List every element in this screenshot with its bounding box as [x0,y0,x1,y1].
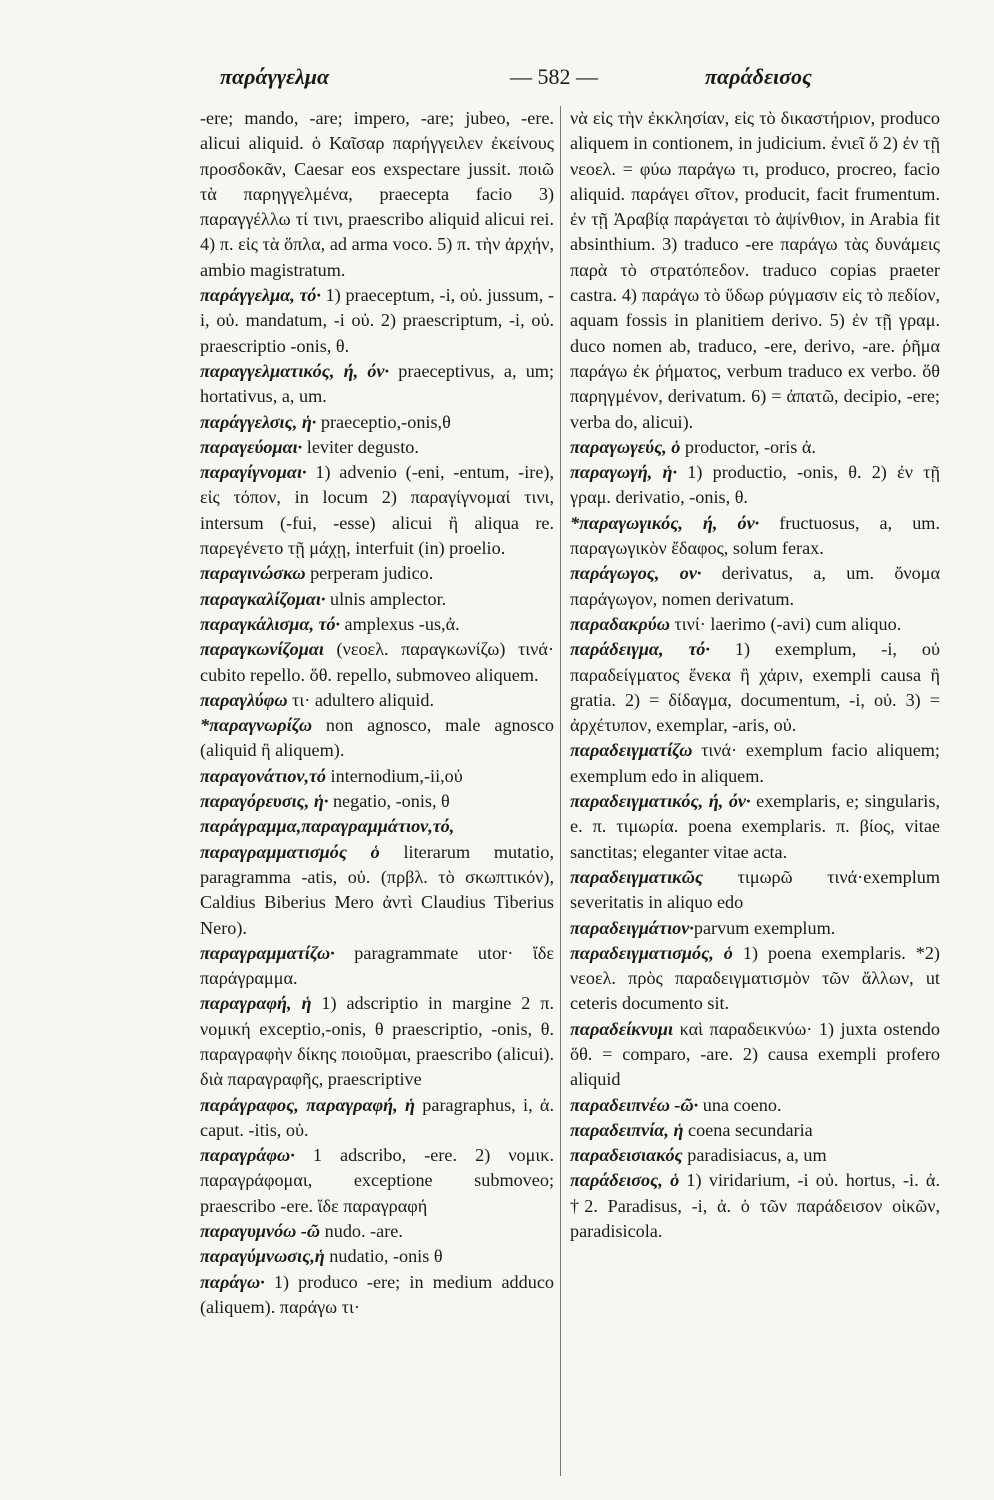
entry-definition: ulnis amplector. [325,588,447,609]
dictionary-entry [570,561,940,612]
entry-headword: παραδειγματισμός, ὁ [570,942,733,963]
entry-definition: τινί· laerimo (-avi) cum aliquo. [669,613,902,634]
page-header [170,58,934,98]
entry-headword: παραγραμματίζω· [200,942,335,963]
entry-headword: παραγράφω· [200,1145,295,1166]
dictionary-entry [570,738,940,789]
entry-headword: παραγωγή, ἡ· [570,462,677,483]
entry-definition: derivatus, a, um. ὄνομα παράγωγον, nomen derivatum. [570,563,940,609]
dictionary-entry [200,688,554,713]
dictionary-entry [200,1244,554,1269]
dictionary-entry [200,764,554,789]
dictionary-entry [570,637,940,738]
entry-definition: 1) poena exemplaris. *2) νεοελ. πρὸς παραδειγματισμὸν τῶν ἄλλων, ut ceteris documento sit. [570,942,940,1014]
dictionary-entry [200,789,554,814]
entry-headword: παραδείκνυμι [570,1018,674,1039]
entry-definition: paragraphus, i, ἀ. caput. -itis, οὐ. [200,1094,554,1140]
entry-headword: παραδειγματίζω [570,740,693,761]
entry-definition: paragrammate utor· ἴδε παράγραμμα. [200,942,554,989]
entry-definition: nudatio, -onis θ [324,1246,443,1267]
entry-definition: praeceptio,-onis,θ [316,411,451,432]
entry-headword: παράγω· [200,1271,265,1292]
entry-headword: παραγονάτιον,τό [200,765,326,786]
entry-definition: una coeno. [698,1094,782,1115]
entry-headword: παραδειπνέω -ῶ· [570,1094,699,1115]
entry-definition: 1) advenio (-eni, -entum, -ire), εἰς τόπον, in locum 2) παραγίγνομαί τινι, intersum (-fui, -esse) alicui ἢ aliqua re. παρεγένετο τῇ μάχῃ, interfuit (in) proelio. [200,462,554,559]
entry-definition: leviter degusto. [302,436,419,457]
dictionary-entry [570,1093,940,1118]
dictionary-entry [570,460,940,511]
dictionary-entry [200,1143,554,1219]
entry-definition: 1) viridarium, -i οὐ. hortus, -i. ἀ. †2. Paradisus, -i, ἀ. ὁ τῶν παράδεισον οἰκῶν, paradisicola. [570,1170,940,1242]
entry-definition: 1) exemplum, -i, οὐ παραδείγματος ἕνεκα ἢ χάριν, exempli causa ἢ gratia. 2) = δίδαγμα, documentum, -i, οὐ. 3) = ἀρχέτυπον, exemplar, -aris, οὐ. [570,639,940,736]
entry-definition: perperam judico. [305,563,434,584]
entry-headword: παράγωγος, ον· [570,563,702,584]
column-divider [560,106,561,1476]
dictionary-entry [570,865,940,916]
entry-headword: παραγλύφω [200,689,288,710]
dictionary-entry [200,410,554,435]
dictionary-entry [570,106,940,435]
entry-definition: nudo. -are. [320,1221,403,1242]
dictionary-entry [200,460,554,561]
entry-definition: literarum mutatio, paragramma -atis, οὐ. (πρβλ. τὸ σκωπτικόν), Caldius Biberius Mero ἀντὶ Claudius Tiberius Nero). [200,841,554,938]
entry-headword: παραγεύομαι· [200,436,303,457]
entry-headword: *παραγωγικός, ή, όν· [570,512,760,533]
header-right-guide-word: παράδεισος [705,64,812,89]
entry-definition: internodium,-ii,οὐ [325,765,463,786]
entry-headword: παραγύμνωσις,ἡ [200,1246,325,1267]
entry-definition: 1) productio, -onis, θ. 2) ἐν τῇ γραμ. derivatio, -onis, θ. [570,462,940,508]
left-column [200,106,554,1486]
entry-headword: παραγόρευσις, ἡ· [200,791,329,812]
entry-headword: παραδειγματικῶς [570,866,704,887]
entry-definition: praeceptivus, a, um; hortativus, a, um. [200,360,554,407]
dictionary-entry [570,612,940,637]
entry-headword: παράγγελμα, τό· [200,285,321,306]
entry-headword: παραδειγματικός, ή, όν· [570,791,751,812]
entry-definition: -ere; mando, -are; impero, -are; jubeo, -ere. alicui aliquid. ὁ Καῖσαρ παρήγγειλεν ἐκείνους προσδοκᾶν, Caesar eos exspectare jussit. ποιῶ τὰ παρηγγελμένα, praecepta facio 3) παραγγέλλω τί τινι, praescribo aliquid alicui rei. 4) π. εἰς τὰ ὅπλα, ad arma voco. 5) π. τὴν ἀρχήν, ambio magistratum. [200,108,554,280]
entry-definition: (νεοελ. παραγκωνίζω) τινά· cubito repello. ὅθ. repello, submoveo aliquem. [200,639,554,685]
dictionary-entry [570,941,940,1017]
entry-headword: παραδεισιακός [570,1145,683,1166]
dictionary-entry [200,283,554,359]
dictionary-entry [200,991,554,1092]
dictionary-entry [200,435,554,460]
entry-headword: παραγκαλίζομαι· [200,588,326,609]
entry-definition: parvum exemplum. [693,917,836,938]
entry-definition: τινά· exemplum facio aliquem; exemplum edo in aliquem. [570,740,940,786]
dictionary-entry [200,814,554,940]
entry-definition: negatio, -onis, θ [328,791,450,812]
entry-headword: παραγωγεύς, ὁ [570,436,681,457]
dictionary-entry [200,1093,554,1144]
entry-headword: παραγραφή, ἡ [200,993,312,1014]
entry-headword: παράδεισος, ὁ [570,1170,680,1191]
entry-definition: νὰ εἰς τὴν ἐκκλησίαν, εἰς τὸ δικαστήριον, produco aliquem in contionem, in judicium. ἐνιεῖ ὅ 2) ἐν τῇ νεοελ. = φύω παράγω τι, produco, procreo, facio aliquid. παράγει σῖτον, producit, facit frumentum. ἐν τῇ Ἀραβίᾳ παράγεται τὸ ἀψίνθιον, in Arabia fit absinthium. 3) traduco -ere παράγω τὰς δυνάμεις παρὰ τὸ στρατόπεδον. traduco copias praeter castra. 4) παράγω τὸ ὕδωρ ρύγμασιν εἰς τὸ πεδίον, aquam fossis in planitiem derivo. 5) ἐν τῇ γραμ. duco nomen ab, traduco, -ere, derivo, -are. ῥῆμα παράγω ἐκ ῥήματος, verbum traduco ex verbo. ὅθ παρηγμένον, derivatum. 6) = ἀπατῶ, decipio, -ere; verba do, alicui). [570,108,940,432]
dictionary-entry [570,1118,940,1143]
entry-headword: παράδειγμα, τό· [570,639,710,660]
dictionary-entry [570,1168,940,1244]
header-left-guide-word: παράγγελμα [220,64,330,89]
entry-definition: paradisiacus, a, um [682,1145,827,1166]
dictionary-entry [570,789,940,865]
dictionary-entry [570,1017,940,1093]
right-column [570,106,940,1486]
dictionary-entry [200,612,554,637]
dictionary-entry [200,587,554,612]
dictionary-entry [200,941,554,992]
dictionary-entry [200,106,554,283]
entry-definition: coena secundaria [683,1119,813,1140]
dictionary-entry [200,1270,554,1321]
entry-headword: παράγγελσις, ἡ· [200,411,317,432]
entry-definition: τι· adultero aliquid. [287,689,435,710]
entry-definition: καὶ παραδεικνύω· 1) juxta ostendo ὅθ. = comparo, -are. 2) causa exempli profero aliquid [570,1018,940,1090]
entry-definition: 1) adscriptio in margine 2 π. νομική exceptio,-onis, θ praescriptio, -onis, θ. παραγραφὴν δίκης ποιοῦμαι, praescribo (alicui). διὰ παραγραφῆς, praescriptive [200,993,554,1090]
dictionary-entry [570,511,940,562]
dictionary-entry [200,1219,554,1244]
dictionary-entry [200,359,554,410]
entry-headword: παραγγελματικός, ή, όν· [200,360,390,381]
entry-definition: 1) produco -ere; in medium adduco (aliquem). παράγω τι· [200,1271,554,1317]
page-number: — 582 — [510,64,598,89]
entry-headword: παραδακρύω [570,613,670,634]
entry-definition: 1) praeceptum, -i, οὐ. jussum, -i, οὐ. mandatum, -i οὐ. 2) praescriptum, -i, οὐ. praescriptio -onis, θ. [200,285,554,356]
entry-headword: παραδειγμάτιον· [570,917,694,938]
entry-headword: παραδειπνία, ἡ [570,1119,684,1140]
entry-definition: amplexus -us,ἀ. [340,613,460,634]
entry-headword: παραγκάλισμα, τό· [200,613,340,634]
entry-definition: 1 adscribo, -ere. 2) νομικ. παραγράφομαι, exceptione submoveo; praescribo -ere. ἴδε παραγραφή [200,1145,554,1216]
dictionary-entry [570,435,940,460]
entry-definition: non agnosco, male agnosco (aliquid ἢ aliquem). [200,715,554,761]
entry-headword: παράγραμμα,παραγραμμάτιον,τό, παραγραμματισμός ὁ [200,816,455,862]
entry-definition: productor, -oris ἀ. [680,436,816,457]
dictionary-entry [200,713,554,764]
entry-definition: τιμωρῶ τινά·exemplum severitatis in aliquo edo [570,866,940,913]
entry-headword: παραγυμνόω -ῶ [200,1221,321,1242]
entry-definition: fructuosus, a, um. παραγωγικὸν ἔδαφος, solum ferax. [570,512,940,559]
dictionary-entry [570,916,940,941]
entry-headword: παραγίγνομαι· [200,462,307,483]
dictionary-entry [570,1143,940,1168]
entry-headword: παράγραφος, παραγραφή, ἡ [200,1094,415,1115]
entry-headword: *παραγνωρίζω [200,715,312,736]
dictionary-entry [200,637,554,688]
entry-headword: παραγινώσκω [200,563,306,584]
entry-headword: παραγκωνίζομαι [200,639,324,660]
dictionary-entry [200,561,554,586]
entry-definition: exemplaris, e; singularis, e. π. τιμωρία. poena exemplaris. π. βίος, vitae sanctitas; eleganter vitae acta. [570,791,940,862]
